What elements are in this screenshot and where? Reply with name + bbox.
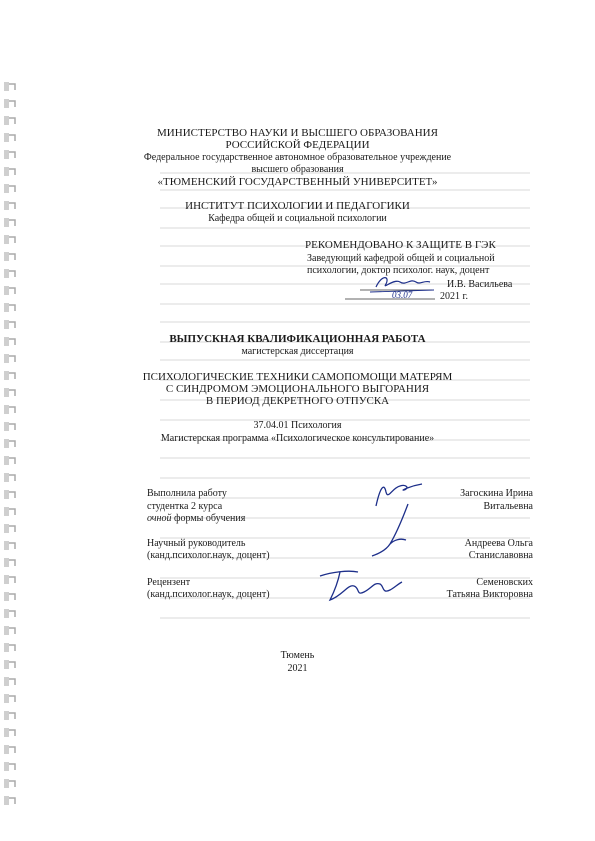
binding-hole (4, 796, 9, 805)
work-subtype: магистерская диссертация (241, 346, 354, 357)
binding-loop (9, 713, 15, 719)
binding-hole (4, 456, 9, 465)
binding-loop (9, 118, 15, 124)
approval-line-2: психологии, доктор психолог. наук, доцент (307, 265, 490, 276)
binding-hole (4, 575, 9, 584)
binding-loop (9, 781, 15, 787)
binding-loop (9, 543, 15, 549)
specialty-code: 37.04.01 Психология (253, 420, 342, 431)
binding-hole (4, 286, 9, 295)
binding-hole (4, 711, 9, 720)
binding-hole (4, 626, 9, 635)
study-form-word: очной (147, 513, 172, 524)
student-name-2: Витальевна (483, 501, 533, 512)
binding-loop (9, 509, 15, 515)
city: Тюмень (280, 650, 315, 661)
reviewer-role-1: Рецензент (147, 577, 191, 588)
binding-loop (9, 730, 15, 736)
work-title-line-1: ПСИХОЛОГИЧЕСКИЕ ТЕХНИКИ САМОПОМОЩИ МАТЕРЯМ (142, 371, 453, 383)
binding-loop (9, 526, 15, 532)
binding-hole (4, 490, 9, 499)
binding-hole (4, 507, 9, 516)
advisor-role-1: Научный руководитель (147, 538, 246, 549)
binding-hole (4, 524, 9, 533)
reviewer-role-2: (канд.психолог.наук, доцент) (147, 589, 270, 600)
binding-hole (4, 82, 9, 91)
advisor-role-2: (канд.психолог.наук, доцент) (147, 550, 270, 561)
reviewer-name-2: Татьяна Викторовна (446, 589, 533, 600)
master-program: Магистерская программа «Психологическое консультирование» (160, 433, 435, 444)
binding-loop (9, 84, 15, 90)
footer-year: 2021 (287, 663, 308, 674)
approval-date-underline (345, 298, 435, 301)
approval-title: РЕКОМЕНДОВАНО К ЗАЩИТЕ В ГЭК (305, 239, 496, 251)
reviewer-name-1: Семеновских (476, 577, 533, 588)
study-form-rest: формы обучения (173, 513, 246, 524)
binding-loop (9, 798, 15, 804)
binding-hole (4, 269, 9, 278)
institute-name: ИНСТИТУТ ПСИХОЛОГИИ И ПЕДАГОГИКИ (185, 200, 410, 212)
binding-loop (9, 492, 15, 498)
binding-loop (9, 577, 15, 583)
department-name: Кафедра общей и социальной психологии (208, 213, 387, 224)
binding-hole (4, 558, 9, 567)
student-role-2: студентка 2 курса (147, 501, 223, 512)
work-title-line-3: В ПЕРИОД ДЕКРЕТНОГО ОТПУСКА (205, 395, 390, 407)
binding-loop (9, 237, 15, 243)
binding-hole (4, 677, 9, 686)
binding-loop (9, 288, 15, 294)
binding-loop (9, 322, 15, 328)
binding-hole (4, 694, 9, 703)
advisor-name-1: Андреева Ольга (464, 538, 533, 549)
university-name: «ТЮМЕНСКИЙ ГОСУДАРСТВЕННЫЙ УНИВЕРСИТЕТ» (157, 176, 438, 188)
agency-line-2: высшего образования (251, 164, 344, 175)
agency-line-1: Федеральное государственное автономное образовательное учреждение (143, 152, 452, 163)
student-study-form (147, 514, 245, 524)
binding-hole (4, 252, 9, 261)
binding-loop (9, 475, 15, 481)
binding-hole (4, 779, 9, 788)
binding-loop (9, 101, 15, 107)
advisor-name-2: Станиславовна (468, 550, 533, 561)
binding-loop (9, 407, 15, 413)
binding-hole (4, 473, 9, 482)
binding-hole (4, 745, 9, 754)
binding-loop (9, 628, 15, 634)
advisor-signature (368, 500, 418, 560)
binding-hole (4, 609, 9, 618)
binding-loop (9, 254, 15, 260)
binding-hole (4, 592, 9, 601)
binding-loop (9, 458, 15, 464)
approval-date: 03.07 (392, 290, 413, 300)
binding-hole (4, 99, 9, 108)
ministry-line-2: РОССИЙСКОЙ ФЕДЕРАЦИИ (225, 139, 370, 151)
binding-loop (9, 560, 15, 566)
work-type: ВЫПУСКНАЯ КВАЛИФИКАЦИОННАЯ РАБОТА (169, 333, 426, 345)
approval-year: 2021 г. (440, 291, 468, 302)
binding-loop (9, 764, 15, 770)
binding-loop (9, 271, 15, 277)
binding-hole (4, 303, 9, 312)
reviewer-signature (318, 566, 404, 606)
binding-hole (4, 320, 9, 329)
binding-loop (9, 747, 15, 753)
binding-loop (9, 696, 15, 702)
binding-hole (4, 116, 9, 125)
binding-loop (9, 594, 15, 600)
binding-loop (9, 611, 15, 617)
binding-hole (4, 541, 9, 550)
approval-line-1: Заведующий кафедрой общей и социальной (307, 253, 495, 264)
student-name-1: Загоскина Ирина (460, 488, 533, 499)
binding-hole (4, 235, 9, 244)
binding-hole (4, 728, 9, 737)
work-title-line-2: С СИНДРОМОМ ЭМОЦИОНАЛЬНОГО ВЫГОРАНИЯ (165, 383, 430, 395)
student-role-1: Выполнила работу (147, 488, 227, 499)
binding-loop (9, 305, 15, 311)
ministry-line-1: МИНИСТЕРСТВО НАУКИ И ВЫСШЕГО ОБРАЗОВАНИЯ (157, 127, 438, 139)
approval-signer: И.В. Васильева (447, 279, 513, 290)
binding-loop (9, 679, 15, 685)
binding-hole (4, 762, 9, 771)
